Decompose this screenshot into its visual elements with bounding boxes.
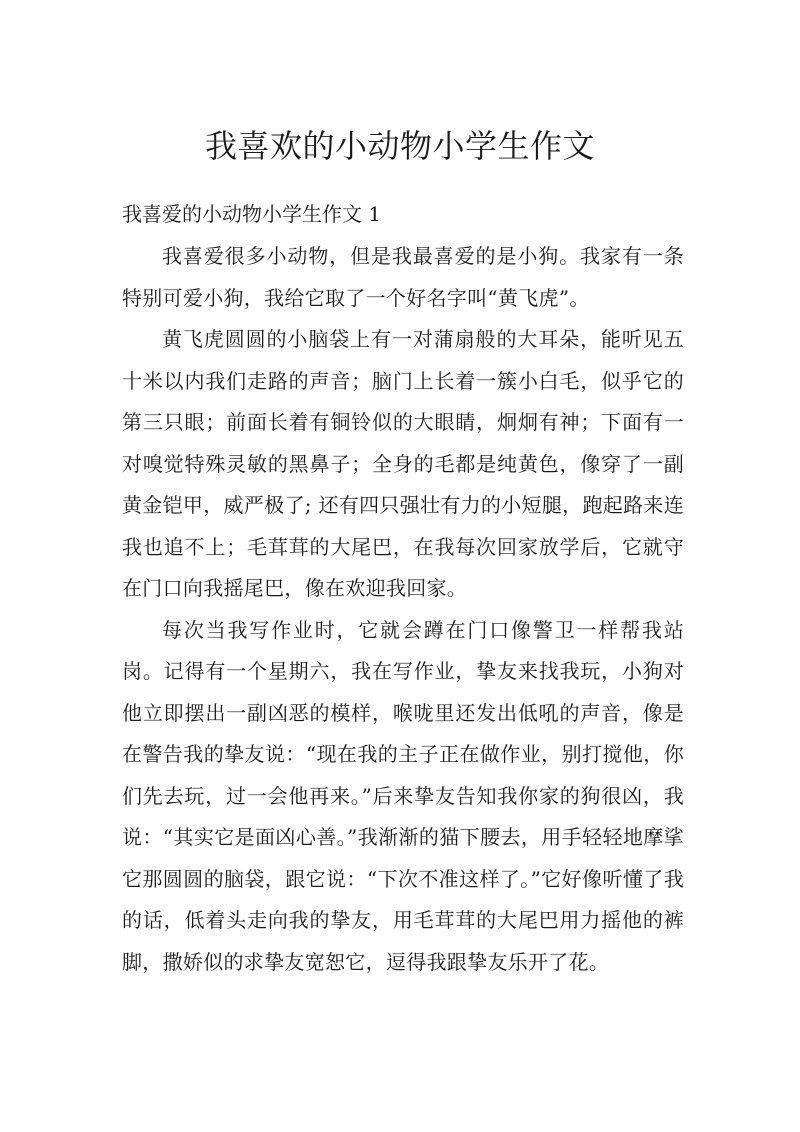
document-title: 我喜欢的小动物小学生作文: [204, 127, 595, 165]
paragraph-3: 每次当我写作业时，它就会蹲在门口像警卫一样帮我站岗。记得有一个星期六，我在写作业，挚友来找我玩，小狗对他立即摆出一副凶恶的模样，喉咙里还发出低吼的声音，像是在警告我的挚友说：“现在我的主子正在做作业，别打搅他，你们先去玩，过一会他再来。”后来挚友告知我你家的狗很凶，我说：“其实它是面凶心善。”我渐渐的猫下腰去，用手轻轻地摩挲它那圆圆的脑袋，跟它说：“下次不准这样了。”它好像听懂了我的话，低着头走向我的挚友，用毛茸茸的大尾巴用力摇他的裤脚，撒娇似的求挚友宽恕它，逗得我跟挚友乐开了花。: [122, 617, 684, 974]
document-body: [122, 236, 684, 983]
paragraph-2: 黄飞虎圆圆的小脑袋上有一对蒲扇般的大耳朵，能听见五十米以内我们走路的声音；脑门上长着一簇小白毛，似乎它的第三只眼；前面长着有铜铃似的大眼睛，炯炯有神；下面有一对嗅觉特殊灵敏的黑鼻子；全身的毛都是纯黄色，像穿了一副黄金铠甲，威严极了; 还有四只强壮有力的小短腿，跑起路来连我也追不上；毛茸茸的大尾巴，在我每次回家放学后，它就守在门口向我摇尾巴，像在欢迎我回家。: [122, 327, 684, 600]
section-heading: 我喜爱的小动物小学生作文 1: [122, 202, 382, 226]
paragraph-1: 我喜爱很多小动物，但是我最喜爱的是小狗。我家有一条特别可爱小狗，我给它取了一个好名字叫“黄飞虎”。: [122, 244, 684, 310]
